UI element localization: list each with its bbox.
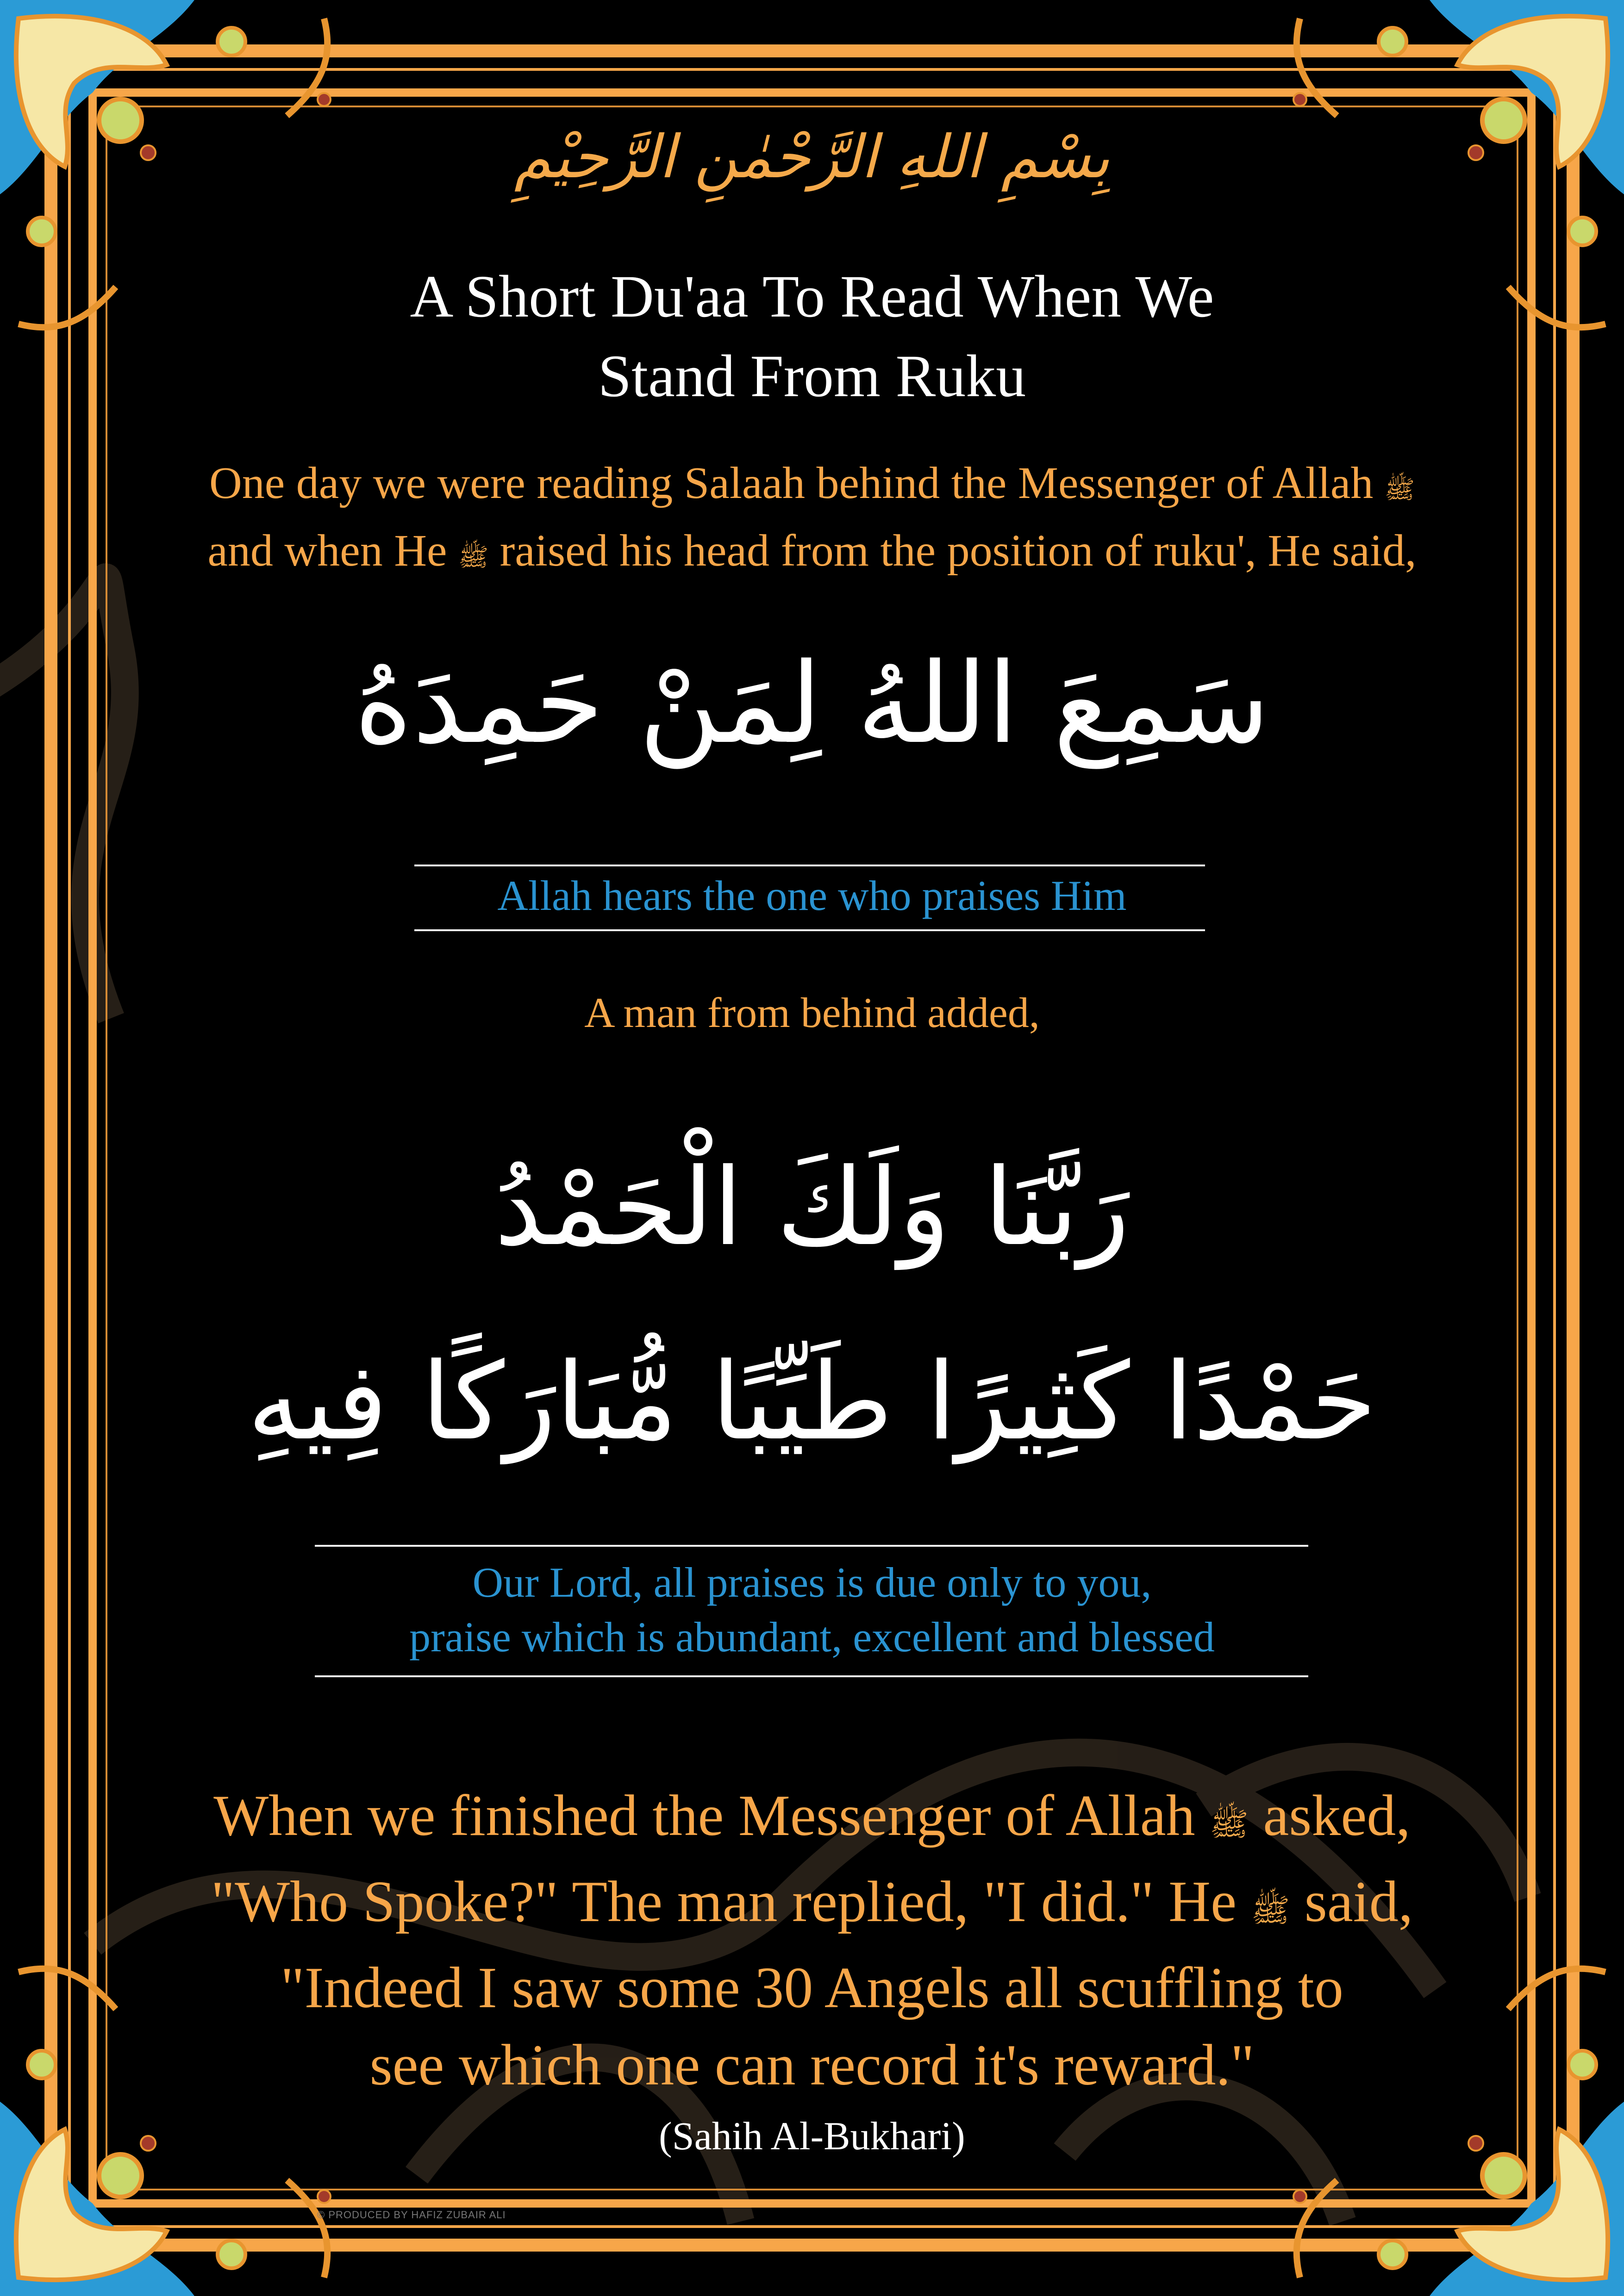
intro-line-2: [0, 520, 1624, 588]
title-line-2: Stand From Ruku: [598, 343, 1026, 410]
added-text: A man from behind added,: [584, 989, 1040, 1036]
intro-line-1-text: One day we were reading Salaah behind the Messenger of Allah: [209, 458, 1374, 508]
divider-line: [315, 1545, 1308, 1547]
title-line-1: A Short Du'aa To Read When We: [410, 263, 1214, 330]
salawat-icon: ﷺ: [1210, 1806, 1249, 1843]
dua-1-translation: Allah hears the one who praises Him: [497, 872, 1127, 919]
divider-line: [414, 929, 1205, 931]
intro-line-1: [0, 453, 1624, 520]
intro-text: [0, 453, 1624, 588]
story-line-1-text-a: When we finished the Messenger of Allah: [213, 1784, 1195, 1848]
bismillah-calligraphy: بِسْمِ اللهِ الرَّحْمٰنِ الرَّحِيْمِ: [514, 123, 1110, 192]
story-line-3: "Indeed I saw some 30 Angels all scuffling to: [281, 1956, 1343, 2020]
story-line-1-text-b: asked,: [1263, 1784, 1411, 1848]
dua-2-translation-line-1: Our Lord, all praises is due only to you,: [472, 1559, 1152, 1606]
dua-2-translation: [0, 1555, 1624, 1664]
dua-2-translation-line-2: praise which is abundant, excellent and blessed: [409, 1613, 1215, 1661]
dua-1-arabic: سَمِعَ اللهُ لِمَنْ حَمِدَهُ: [354, 639, 1270, 768]
story-line-1: [0, 1777, 1624, 1863]
dua-2-arabic-line-1: رَبَّنَا وَلَكَ الْحَمْدُ: [494, 1146, 1130, 1269]
divider-line: [315, 1675, 1308, 1677]
intro-line-2-text-b: raised his head from the position of ruku', He said,: [500, 526, 1417, 576]
producer-credit: © PRODUCED BY HAFIZ ZUBAIR ALI: [317, 2209, 506, 2221]
story-line-2-text-b: said,: [1304, 1870, 1413, 1934]
divider-line: [414, 865, 1205, 866]
story-line-2-text-a: "Who Spoke?" The man replied, "I did." He: [211, 1870, 1237, 1934]
hadith-source: (Sahih Al-Bukhari): [659, 2114, 965, 2158]
page-title: [0, 257, 1624, 416]
story-line-2: [0, 1863, 1624, 1949]
story-line-4: see which one can record it's reward.": [369, 2033, 1255, 2097]
salawat-icon: ﷺ: [1384, 475, 1415, 504]
dua-2-arabic-line-2: حَمْدًا كَثِيرًا طَيِّبًا مُّبَارَكًا فِيهِ: [247, 1340, 1377, 1464]
salawat-icon: ﷺ: [1251, 1892, 1290, 1929]
hadith-story: [0, 1777, 1624, 2104]
intro-line-2-text-a: and when He: [207, 526, 447, 576]
salawat-icon: ﷺ: [458, 542, 489, 572]
